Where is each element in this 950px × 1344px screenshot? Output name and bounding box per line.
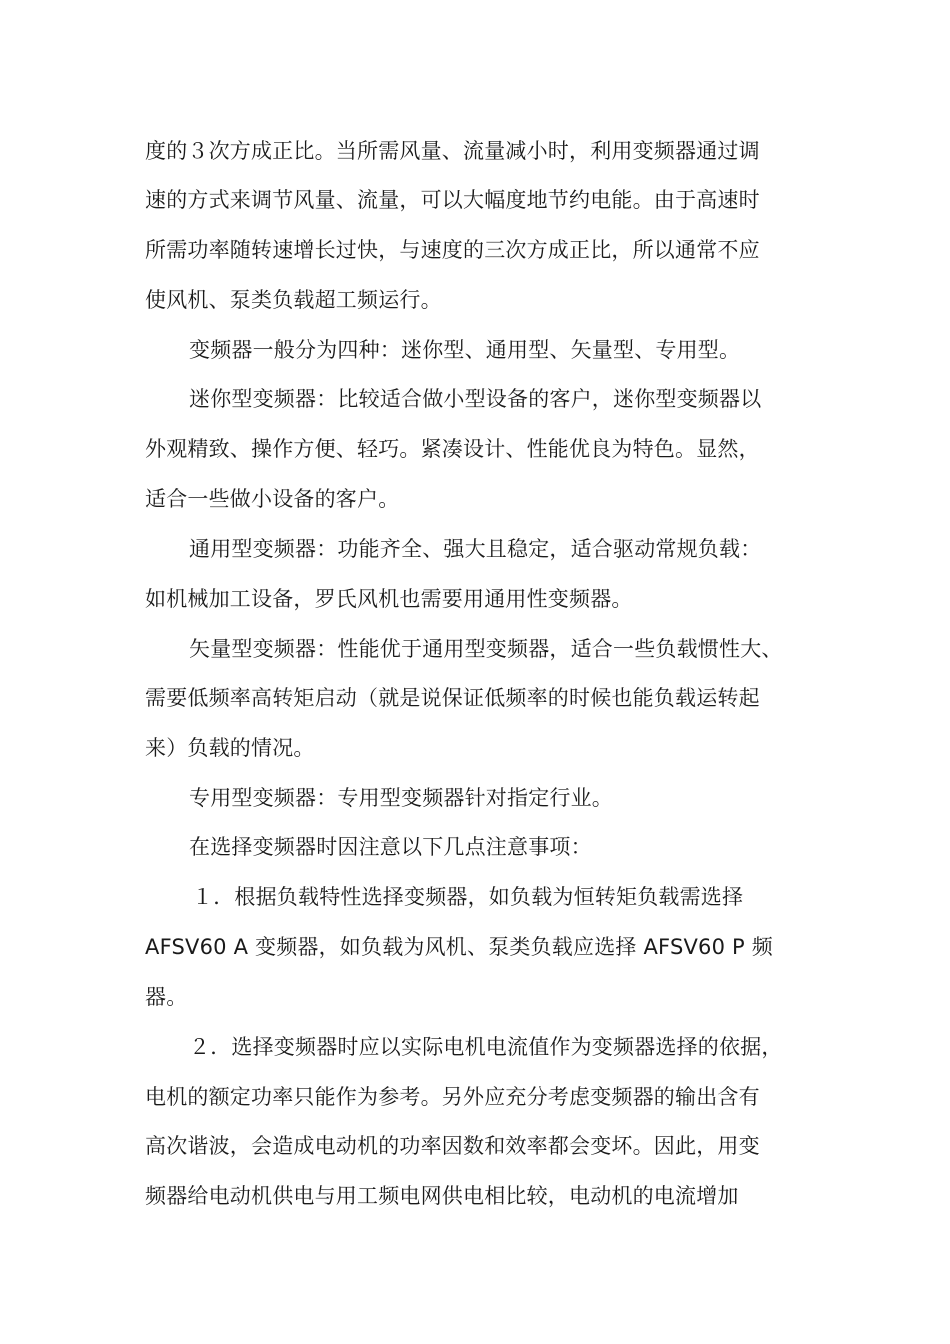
text-line: 电机的额定功率只能作为参考。另外应充分考虑变频器的输出含有 (145, 1085, 760, 1109)
text-line: 所需功率随转速增长过快，与速度的三次方成正比，所以通常不应 (145, 238, 760, 262)
text-line: 矢量型变频器：性能优于通用型变频器，适合一些负载惯性大、 (189, 637, 783, 661)
text-line: 通用型变频器：功能齐全、强大且稳定，适合驱动常规负载： (189, 537, 762, 561)
text-line: １．根据负载特性选择变频器，如负载为恒转矩负载需选择 (192, 885, 744, 909)
text-line: 变频器一般分为四种：迷你型、通用型、矢量型、专用型。 (189, 338, 741, 362)
text-line: 器。 (145, 985, 188, 1009)
text-line: 需要低频率高转矩启动（就是说保证低频率的时候也能负载运转起 (145, 686, 760, 710)
text-line: 外观精致、操作方便、轻巧。紧凑设计、性能优良为特色。显然， (145, 437, 760, 461)
text-line: 高次谐波，会造成电动机的功率因数和效率都会变坏。因此，用变 (145, 1134, 760, 1158)
text-line: 适合一些做小设备的客户。 (145, 487, 400, 511)
text-line: ２．选择变频器时应以实际电机电流值作为变频器选择的依据， (189, 1035, 783, 1059)
text-line: 速的方式来调节风量、流量，可以大幅度地节约电能。由于高速时 (145, 188, 760, 212)
text-line: 频器给电动机供电与用工频电网供电相比较，电动机的电流增加 (145, 1184, 739, 1208)
text-line: 在选择变频器时因注意以下几点注意事项： (189, 835, 592, 859)
text-line: AFSV60 A 变频器，如负载为风机、泵类负载应选择 AFSV60 P 频 (145, 935, 773, 959)
text-line: 来）负载的情况。 (145, 736, 315, 760)
text-line: 如机械加工设备，罗氏风机也需要用通用性变频器。 (145, 587, 633, 611)
text-line: 迷你型变频器：比较适合做小型设备的客户，迷你型变频器以 (189, 387, 762, 411)
text-line: 度的３次方成正比。当所需风量、流量减小时，利用变频器通过调 (145, 139, 760, 163)
text-line: 使风机、泵类负载超工频运行。 (145, 288, 442, 312)
text-line: 专用型变频器：专用型变频器针对指定行业。 (189, 786, 613, 810)
